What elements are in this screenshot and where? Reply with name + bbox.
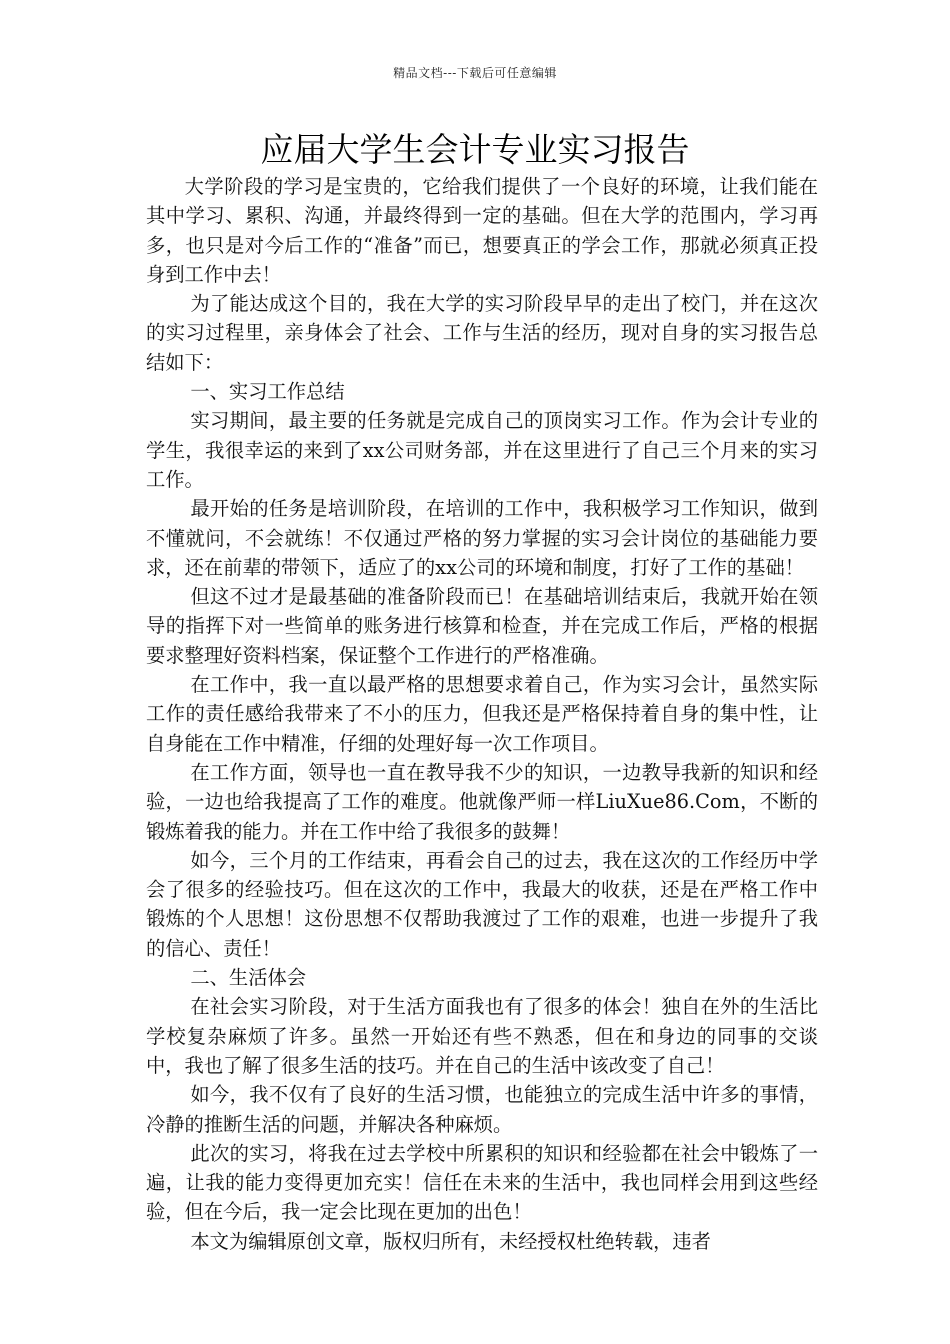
paragraph-purpose: 为了能达成这个目的，我在大学的实习阶段早早的走出了校门，并在这次的实习过程里，亲身体会了社会、工作与生活的经历，现对自身的实习报告总结如下： <box>146 292 818 374</box>
paragraph-copyright-notice: 本文为编辑原创文章，版权归所有，未经授权杜绝转载，违者 <box>190 1229 711 1253</box>
document-body <box>146 172 818 1256</box>
paragraph-leader-guidance: 在工作方面，领导也一直在教导我不少的知识，一边教导我新的知识和经验，一边也给我提高了工作的难度。他就像严师一样LiuXue86.Com，不断的锻炼着我的能力。并在工作中给了我很多的鼓舞！ <box>146 760 818 843</box>
paragraph-life-in-society: 在社会实习阶段，对于生活方面我也有了很多的体会！独自在外的生活比学校复杂麻烦了许多。虽然一开始还有些不熟悉，但在和身边的同事的交谈中，我也了解了很多生活的技巧。并在自己的生活中该改变了自己！ <box>146 995 818 1077</box>
paragraph-basic-stage: 但这不过才是最基础的准备阶段而已！在基础培训结束后，我就开始在领导的指挥下对一些简单的账务进行核算和检查，并在完成工作后，严格的根据要求整理好资料档案，保证整个工作进行的严格准确。 <box>146 585 818 667</box>
paragraph-intro: 大学阶段的学习是宝贵的，它给我们提供了一个良好的环境，让我们能在其中学习、累积、沟通，并最终得到一定的基础。但在大学的范围内，学习再多，也只是对今后工作的“准备”而已，想要真正的学会工作，那就必须真正投身到工作中去！ <box>146 175 818 286</box>
paragraph-internship-period: 实习期间，最主要的任务就是完成自己的顶岗实习工作。作为会计专业的学生，我很幸运的来到了xx公司财务部，并在这里进行了自己三个月来的实习工作。 <box>146 409 818 491</box>
paragraph-training: 最开始的任务是培训阶段，在培训的工作中，我积极学习工作知识，做到不懂就问，不会就练！不仅通过严格的努力掌握的实习会计岗位的基础能力要求，还在前辈的带领下，适应了的xx公司的环境和制度，打好了工作的基础！ <box>146 497 818 579</box>
paragraph-internship-conclusion: 此次的实习，将我在过去学校中所累积的知识和经验都在社会中锻炼了一遍，让我的能力变得更加充实！信任在未来的生活中，我也同样会用到这些经验，但在今后，我一定会比现在更加的出色！ <box>146 1141 818 1224</box>
document-title: 应届大学生会计专业实习报告 <box>260 130 690 169</box>
section-heading-work-summary: 一、实习工作总结 <box>190 380 345 404</box>
section-heading-life-experience: 二、生活体会 <box>190 966 307 990</box>
paragraph-life-habits: 如今，我不仅有了良好的生活习惯，也能独立的完成生活中许多的事情，冷静的推断生活的问题，并解决各种麻烦。 <box>146 1083 818 1136</box>
page-header-watermark: 精品文档---下载后可任意编辑 <box>393 66 557 80</box>
paragraph-strict-requirements: 在工作中，我一直以最严格的思想要求着自己，作为实习会计，虽然实际工作的责任感给我带来了不小的压力，但我还是严格保持着自身的集中性，让自身能在工作中精准，仔细的处理好每一次工作项目。 <box>146 673 818 755</box>
paragraph-work-conclusion: 如今，三个月的工作结束，再看会自己的过去，我在这次的工作经历中学会了很多的经验技巧。但在这次的工作中，我最大的收获，还是在严格工作中锻炼的个人思想！这份思想不仅帮助我渡过了工作的艰难，也进一步提升了我的信心、责任！ <box>146 848 818 960</box>
